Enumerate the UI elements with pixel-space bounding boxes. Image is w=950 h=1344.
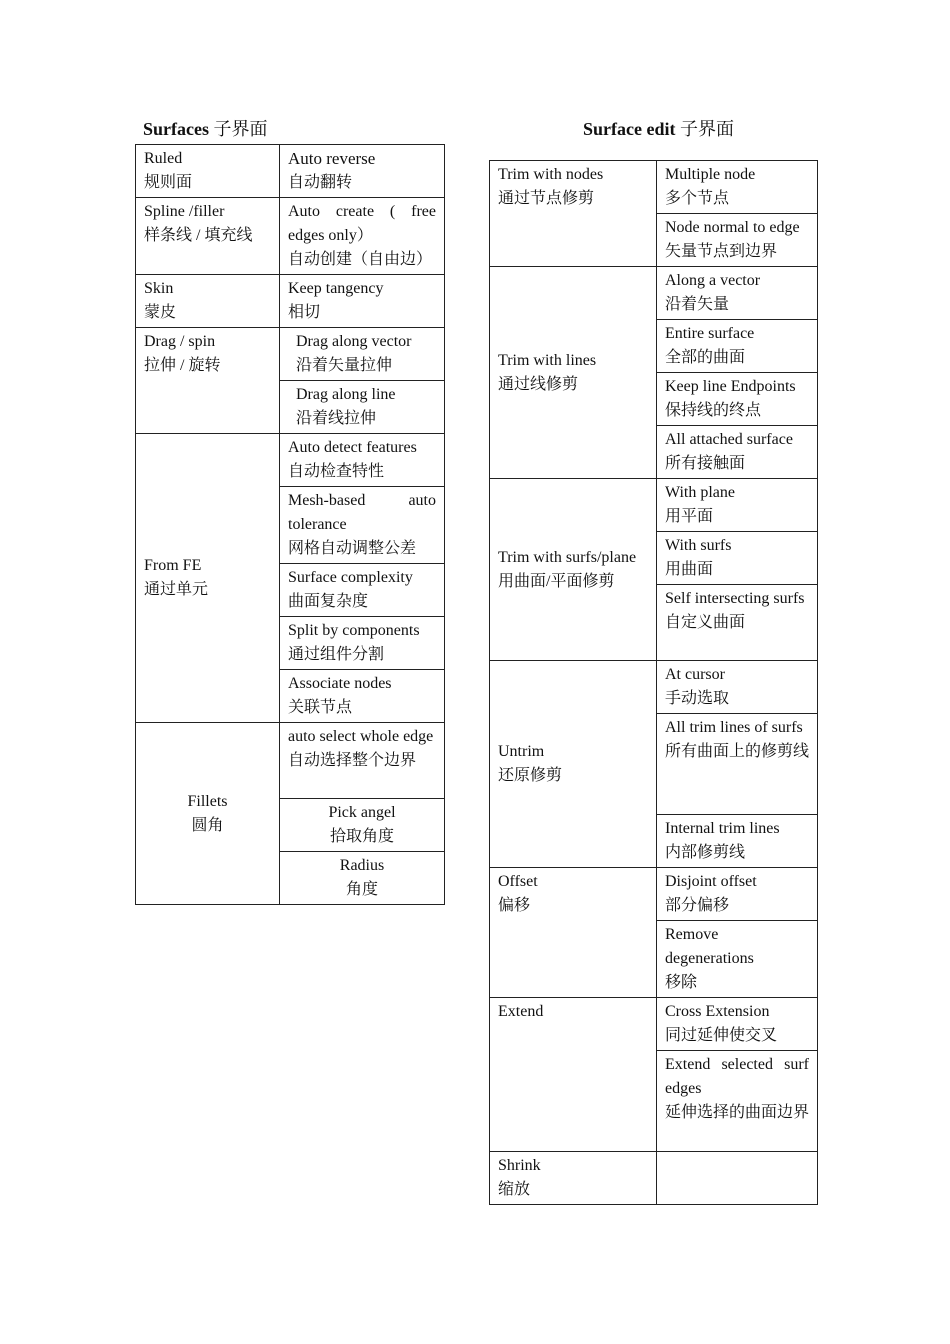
panel-name-en: Untrim	[498, 743, 545, 760]
option-en: Associate nodes	[288, 675, 392, 692]
option-en: Radius	[339, 857, 385, 874]
option-cell	[657, 214, 818, 267]
option-en: Auto reverse	[288, 149, 376, 168]
option-cn: 网格自动调整公差	[288, 540, 417, 557]
panel-cell-trim-with-lines	[490, 267, 657, 479]
panel-name-en: Ruled	[144, 150, 183, 167]
option-cn: 自动选择整个边界	[288, 752, 417, 769]
option-cn: 所有接触面	[665, 455, 746, 472]
panel-name-en: Spline /filler	[144, 203, 225, 220]
option-en: Along a vector	[665, 272, 761, 289]
surface-edit-table	[489, 160, 818, 1205]
surfaces-table	[135, 144, 445, 905]
panel-name-en: Extend	[498, 1003, 544, 1020]
option-cell	[657, 585, 818, 661]
option-cell	[657, 815, 818, 868]
surfaces-title-en: Surfaces	[143, 119, 209, 139]
panel-name-en: Drag / spin	[144, 333, 216, 350]
option-en: Internal trim lines	[665, 820, 780, 837]
surface-edit-title-en: Surface edit	[583, 119, 676, 139]
panel-name-cn: 偏移	[498, 897, 531, 914]
table-row	[136, 723, 445, 799]
option-cn: 全部的曲面	[665, 349, 746, 366]
table-row	[136, 434, 445, 487]
panel-name-en: Trim with nodes	[498, 166, 604, 183]
option-cell	[657, 320, 818, 373]
option-en: Cross Extension	[665, 1003, 770, 1020]
option-cell	[280, 198, 445, 275]
table-row	[490, 1152, 818, 1205]
option-cell	[280, 381, 445, 434]
panel-name-cn: 通过节点修剪	[498, 190, 595, 207]
option-en: Multiple node	[665, 166, 756, 183]
option-cn: 拾取角度	[329, 828, 394, 845]
option-en: Disjoint offset	[665, 873, 757, 890]
option-en: Auto detect features	[288, 439, 417, 456]
table-row	[136, 198, 445, 275]
option-cell	[280, 275, 445, 328]
option-cn: 自动翻转	[288, 174, 353, 191]
panel-cell-trim-with-nodes	[490, 161, 657, 267]
option-cell	[657, 479, 818, 532]
table-row	[490, 479, 818, 532]
option-en: Self intersecting surfs	[665, 590, 805, 607]
surface-edit-title	[583, 115, 734, 141]
option-en: Auto create ( free edges only）	[288, 203, 436, 244]
panel-name-cn: 圆角	[191, 816, 224, 834]
panel-name-cn: 还原修剪	[498, 767, 563, 784]
panel-name-en: Fillets	[187, 792, 228, 810]
option-cn: 保持线的终点	[665, 402, 762, 419]
option-cell	[657, 161, 818, 214]
option-en: All attached surface	[665, 431, 793, 448]
panel-cell-drag-spin	[136, 328, 280, 434]
option-cn: 部分偏移	[665, 897, 730, 914]
surfaces-title-cn: 子界面	[209, 119, 268, 139]
option-cell	[657, 1051, 818, 1152]
panel-name-cn: 通过单元	[144, 581, 209, 598]
option-cn: 同过延伸使交叉	[665, 1027, 778, 1044]
table-row	[490, 868, 818, 921]
option-cell	[280, 145, 445, 198]
panel-cell-fillets	[136, 723, 280, 905]
option-cell	[280, 617, 445, 670]
table-row	[136, 328, 445, 381]
option-cell	[657, 868, 818, 921]
option-en: Drag along line	[296, 386, 396, 403]
table-row	[136, 275, 445, 328]
option-en: Extend selected surf edges	[665, 1056, 809, 1097]
panel-name-cn: 蒙皮	[144, 304, 177, 321]
table-row	[136, 145, 445, 198]
option-cell	[657, 532, 818, 585]
panel-name-en: Offset	[498, 873, 538, 890]
option-en: With plane	[665, 484, 735, 501]
option-cell	[280, 799, 445, 852]
option-en: Entire surface	[665, 325, 755, 342]
option-cell	[280, 434, 445, 487]
option-cn: 通过组件分割	[288, 646, 385, 663]
option-cn: 内部修剪线	[665, 844, 746, 861]
option-cn: 关联节点	[288, 699, 353, 716]
option-cell	[657, 267, 818, 320]
table-row	[490, 661, 818, 714]
option-en: Mesh-based auto tolerance	[288, 492, 436, 533]
option-cell	[657, 714, 818, 815]
option-cell	[280, 487, 445, 564]
option-cn: 移除	[665, 974, 698, 991]
panel-cell-shrink	[490, 1152, 657, 1205]
panel-name-en: From FE	[144, 557, 202, 574]
option-cn: 所有曲面上的修剪线	[665, 743, 810, 760]
option-en: auto select whole edge	[288, 728, 434, 745]
panel-cell-spline	[136, 198, 280, 275]
option-cell-empty	[657, 1152, 818, 1205]
option-en: Remove degenerations	[665, 926, 754, 967]
option-cn: 沿着矢量	[665, 296, 730, 313]
option-cell	[280, 670, 445, 723]
panel-cell-untrim	[490, 661, 657, 868]
panel-name-cn: 规则面	[144, 174, 193, 191]
option-cell	[657, 373, 818, 426]
option-cn: 自定义曲面	[665, 614, 746, 631]
option-en: Node normal to edge	[665, 219, 800, 236]
option-en: Surface complexity	[288, 569, 413, 586]
panel-cell-from-fe	[136, 434, 280, 723]
option-cn: 角度	[345, 881, 378, 898]
option-cn: 自动检查特性	[288, 463, 385, 480]
option-en: Keep tangency	[288, 280, 384, 297]
table-row	[490, 998, 818, 1051]
panel-cell-trim-with-surfs	[490, 479, 657, 661]
option-cell	[657, 998, 818, 1051]
option-cell	[280, 852, 445, 905]
option-cell	[280, 723, 445, 799]
table-row	[490, 267, 818, 320]
option-cn: 延伸选择的曲面边界	[665, 1104, 810, 1121]
option-cn: 多个节点	[665, 190, 730, 207]
option-en: All trim lines of surfs	[665, 719, 803, 736]
table-row	[490, 161, 818, 214]
option-cn: 用平面	[665, 508, 714, 525]
panel-name-en: Trim with lines	[498, 351, 597, 369]
option-en: With surfs	[665, 537, 732, 554]
option-cell	[657, 426, 818, 479]
surface-edit-title-cn: 子界面	[675, 119, 734, 139]
panel-name-cn: 通过线修剪	[498, 375, 579, 393]
surfaces-title	[143, 115, 268, 141]
option-cn: 曲面复杂度	[288, 593, 369, 610]
option-cn: 沿着矢量拉伸	[296, 357, 393, 374]
panel-cell-offset	[490, 868, 657, 998]
panel-name-en: Shrink	[498, 1157, 541, 1174]
option-cell	[280, 564, 445, 617]
option-en: Drag along vector	[296, 333, 412, 350]
option-cn: 手动选取	[665, 690, 730, 707]
option-cell	[657, 921, 818, 998]
panel-cell-skin	[136, 275, 280, 328]
option-cn: 相切	[288, 304, 321, 321]
panel-name-cn: 拉伸 / 旋转	[144, 357, 221, 374]
panel-name-en: Trim with surfs/plane	[498, 548, 637, 566]
option-en: At cursor	[665, 666, 725, 683]
option-en: Keep line Endpoints	[665, 378, 796, 395]
panel-name-cn: 缩放	[498, 1181, 531, 1198]
panel-name-cn: 样条线 / 填充线	[144, 227, 253, 244]
panel-cell-extend	[490, 998, 657, 1152]
option-en: Pick angel	[328, 804, 396, 821]
panel-name-en: Skin	[144, 280, 174, 297]
option-cell	[657, 661, 818, 714]
option-cn: 矢量节点到边界	[665, 243, 778, 260]
option-cn: 自动创建（自由边）	[288, 251, 433, 268]
option-en: Split by components	[288, 622, 420, 639]
option-cn: 沿着线拉伸	[296, 410, 377, 427]
panel-cell-ruled	[136, 145, 280, 198]
panel-name-cn: 用曲面/平面修剪	[498, 572, 615, 590]
option-cn: 用曲面	[665, 561, 714, 578]
option-cell	[280, 328, 445, 381]
